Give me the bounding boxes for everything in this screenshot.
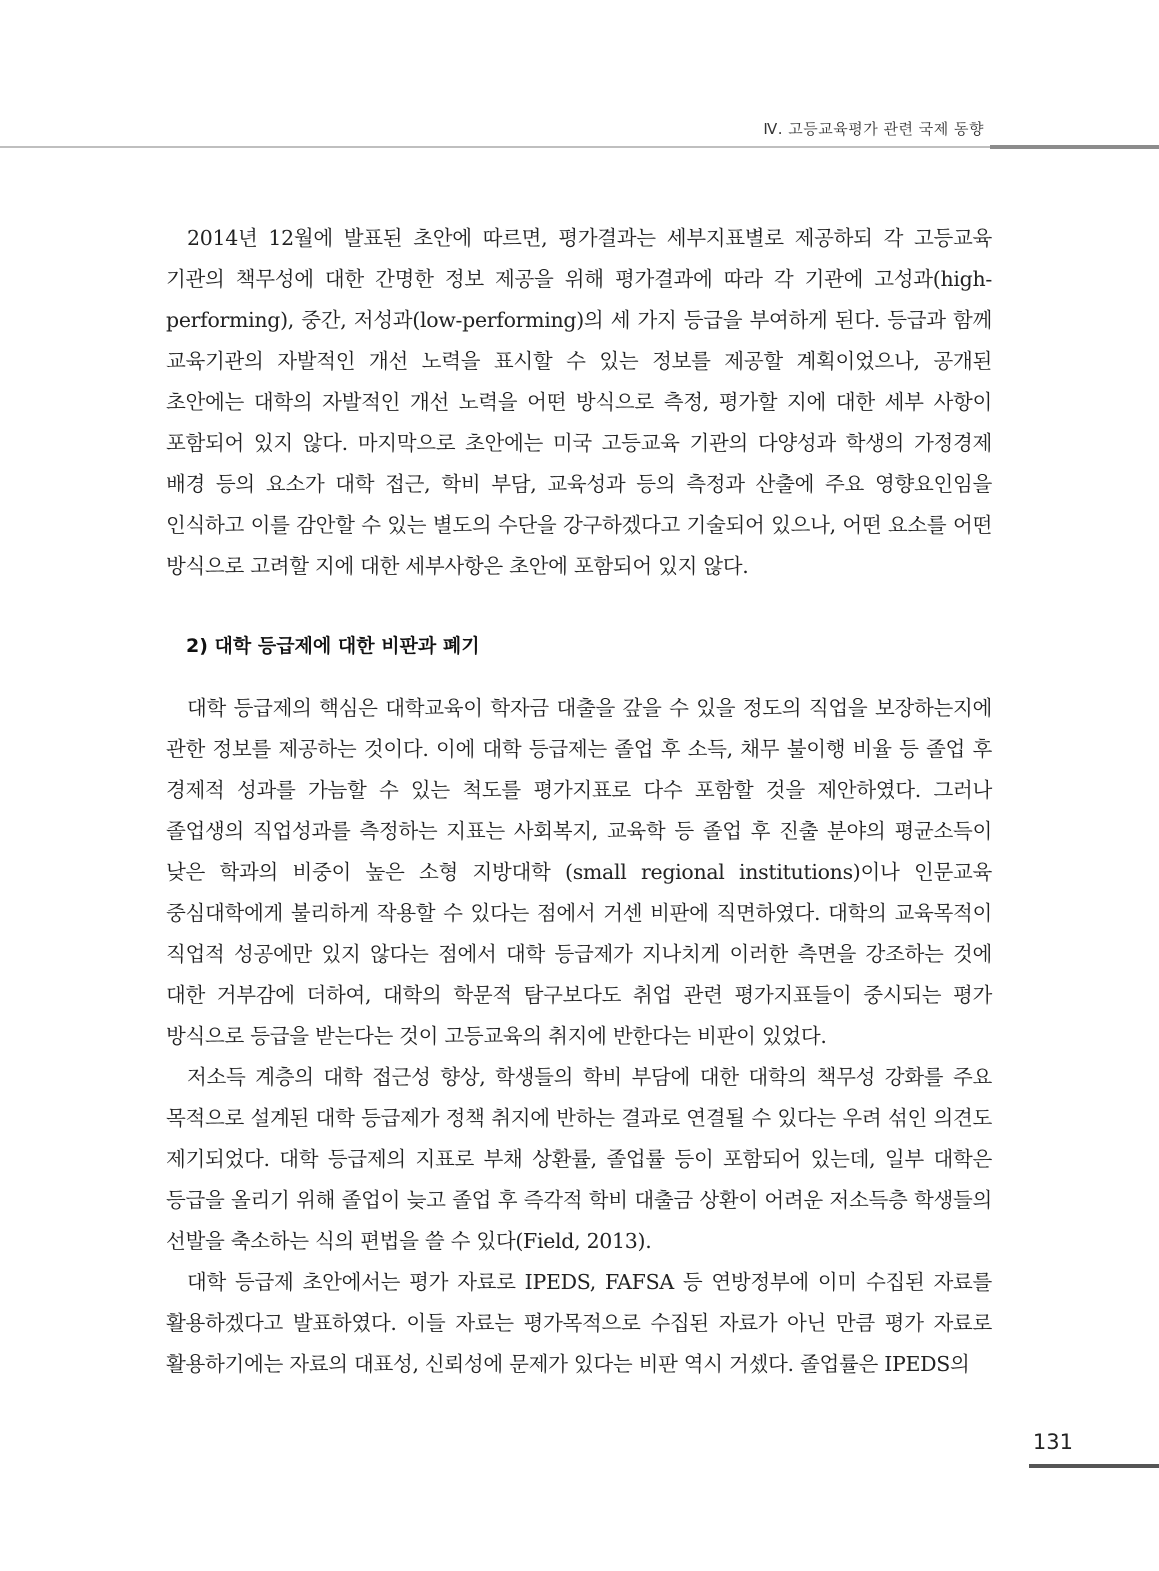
paragraph-1: 2014년 12월에 발표된 초안에 따르면, 평가결과는 세부지표별로 제공하되 각 고등교육 기관의 책무성에 대한 간명한 정보 제공을 위해 평가결과에 따라 각 기관에 고성과(high-performing), 중간, 저성과(low-performing)의 세 가지 등급을 부여하게 된다. 등급과 함께 교육기관의 자발적인 개선 노력을 표시할 수 있는 정보를 제공할 계획이었으나, 공개된 초안에는 대학의 자발적인 개선 노력을 어떤 방식으로 측정, 평가할 지에 대한 세부 사항이 포함되어 있지 않다. 마지막으로 초안에는 미국 고등교육 기관의 다양성과 학생의 가정경제 배경 등의 요소가 대학 접근, 학비 부담, 교육성과 등의 측정과 산출에 주요 영향요인임을 인식하고 이를 감안할 수 있는 별도의 수단을 강구하겠다고 기술되어 있으나, 어떤 요소를 어떤 방식으로 고려할 지에 대한 세부사항은 초안에 포함되어 있지 않다. [166,226,992,578]
section-heading: 2) 대학 등급제에 대한 비판과 폐기 [186,635,480,657]
running-header: Ⅳ. 고등교육평가 관련 국제 동향 [763,120,984,138]
page-body [166,218,992,1385]
paragraph-4: 대학 등급제 초안에서는 평가 자료로 IPEDS, FAFSA 등 연방정부에 이미 수집된 자료를 활용하겠다고 발표하였다. 이들 자료는 평가목적으로 수집된 자료가 아닌 만큼 평가 자료로 활용하기에는 자료의 대표성, 신뢰성에 문제가 있다는 비판 역시 거셌다. 졸업률은 IPEDS의 [166,1270,992,1376]
header-rule [0,146,990,148]
paragraph-2: 대학 등급제의 핵심은 대학교육이 학자금 대출을 갚을 수 있을 정도의 직업을 보장하는지에 관한 정보를 제공하는 것이다. 이에 대학 등급제는 졸업 후 소득, 채무 불이행 비율 등 졸업 후 경제적 성과를 가늠할 수 있는 척도를 평가지표로 다수 포함할 것을 제안하였다. 그러나 졸업생의 직업성과를 측정하는 지표는 사회복지, 교육학 등 졸업 후 진출 분야의 평균소득이 낮은 학과의 비중이 높은 소형 지방대학 (small regional institutions)이나 인문교육 중심대학에게 불리하게 작용할 수 있다는 점에서 거센 비판에 직면하였다. 대학의 교육목적이 직업적 성공에만 있지 않다는 점에서 대학 등급제가 지나치게 이러한 측면을 강조하는 것에 대한 거부감에 더하여, 대학의 학문적 탐구보다도 취업 관련 평가지표들이 중시되는 평가 방식으로 등급을 받는다는 것이 고등교육의 취지에 반한다는 비판이 있었다. [166,696,992,1048]
paragraph-3: 저소득 계층의 대학 접근성 향상, 학생들의 학비 부담에 대한 대학의 책무성 강화를 주요 목적으로 설계된 대학 등급제가 정책 취지에 반하는 결과로 연결될 수 있다는 우려 섞인 의견도 제기되었다. 대학 등급제의 지표로 부채 상환률, 졸업률 등이 포함되어 있는데, 일부 대학은 등급을 올리기 위해 졸업이 늦고 졸업 후 즉각적 학비 대출금 상환이 어려운 저소득층 학생들의 선발을 축소하는 식의 편법을 쓸 수 있다(Field, 2013). [166,1065,992,1253]
header-rule-accent [990,145,1159,149]
page-number: 131 [1032,1430,1073,1454]
footer-rule [1029,1464,1159,1468]
